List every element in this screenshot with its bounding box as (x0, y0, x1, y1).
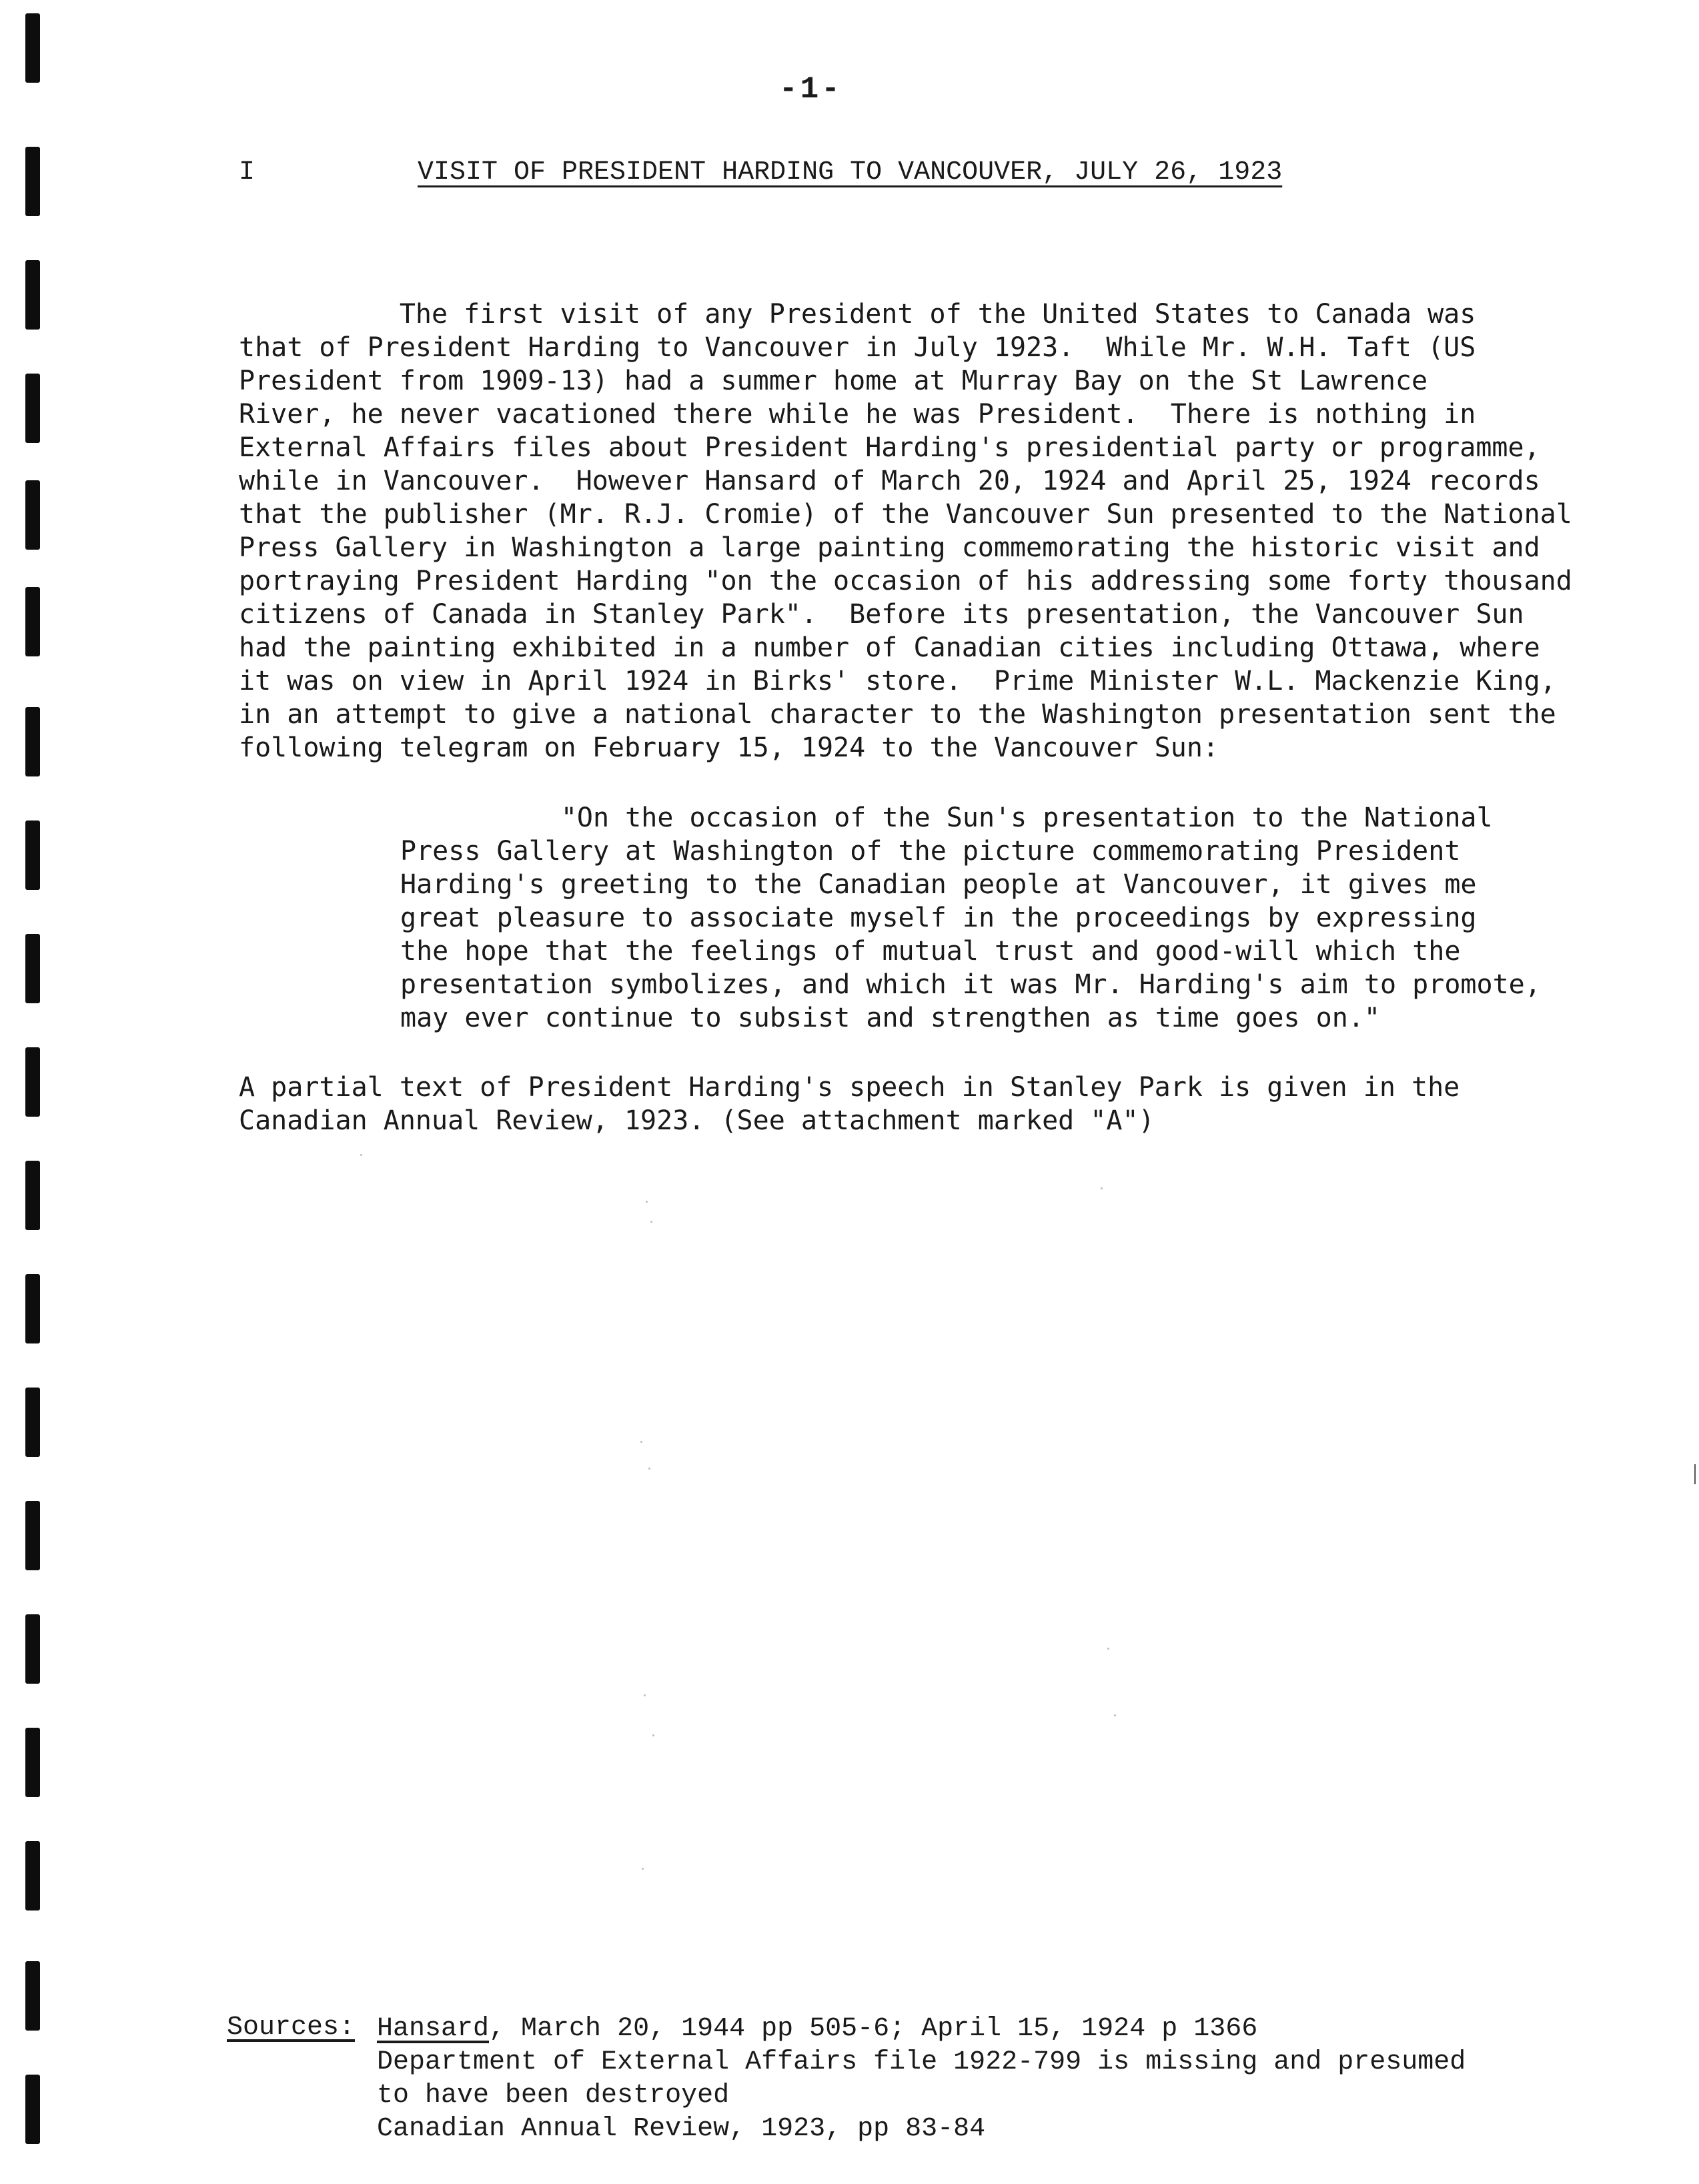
paragraph-intro: The first visit of any President of the United States to Canada was that of President Harding to Vancouver in July 1923. While Mr. W.H. Taft (US President from 1909-13) had a summer home at Murray Bay on the St Lawrence River, he never vacationed there while he was President. There is nothing in External Affairs files about President Harding's presidential party or programme, while in Vancouver. However Hansard of March 20, 1924 and April 25, 1924 records that the publisher (Mr. R.J. Cromie) of the Vancouver Sun presented to the National Press Gallery in Washington a large painting commemorating the historic visit and portraying President Harding "on the occasion of his addressing some forty thousand citizens of Canada in Stanley Park". Before its presentation, the Vancouver Sun had the painting exhibited in a number of Canadian cities including Ottawa, where it was on view in April 1924 in Birks' store. Prime Minister W.L. Mackenzie King, in an attempt to give a national character to the Washington presentation sent the following telegram on February 15, 1924 to the Vancouver Sun: (239, 299, 1572, 763)
binding-hole-mark (25, 13, 40, 83)
scan-speck (646, 1201, 648, 1203)
binding-hole-mark (25, 934, 40, 1003)
source-hansard: Hansard (377, 2014, 490, 2044)
scan-speck (644, 1694, 646, 1696)
binding-hole-mark (25, 1841, 40, 1910)
binding-hole-mark (25, 1614, 40, 1684)
scan-speck (360, 1154, 362, 1156)
page-number: -1- (779, 72, 842, 107)
scan-speck (648, 1468, 650, 1470)
telegram-quote: "On the occasion of the Sun's presentation to the National Press Gallery at Washington of the picture commemorating President Harding's greeting to the Canadian people at Vancouver, it gives me great pleasure to associate myself in the proceedings by expressing the hope that the feelings of mutual trust and good-will which the presentation symbolizes, and which it was Mr. Harding's aim to promote, may ever continue to subsist and strengthen as time goes on." (400, 802, 1541, 1033)
binding-hole-mark (25, 587, 40, 656)
scan-speck (650, 1221, 652, 1223)
binding-hole-mark (25, 1728, 40, 1797)
binding-hole-mark (25, 1274, 40, 1343)
binding-hole-mark (25, 1388, 40, 1457)
source-annual-review: Canadian Annual Review, 1923, pp 83-84 (377, 2114, 986, 2144)
paragraph-speech-reference: A partial text of President Harding's speech in Stanley Park is given in the Canadian Annual Review, 1923. (See attachment marked "A") (239, 1072, 1460, 1136)
binding-hole-mark (25, 480, 40, 550)
binding-hole-mark (25, 147, 40, 216)
sources-list (377, 2013, 1466, 2146)
document-title: VISIT OF PRESIDENT HARDING TO VANCOUVER, JULY 26, 1923 (418, 157, 1283, 187)
binding-hole-mark (25, 1961, 40, 2031)
scan-speck (1114, 1714, 1116, 1716)
binding-hole-mark (25, 707, 40, 776)
source-external-affairs: Department of External Affairs file 1922-799 is missing and presumed to have been destroyed (377, 2047, 1466, 2111)
scan-speck (1101, 1187, 1103, 1189)
page-edge-mark (1694, 1464, 1696, 1484)
scan-speck (652, 1734, 654, 1736)
binding-hole-mark (25, 1047, 40, 1117)
scan-speck (1107, 1648, 1109, 1650)
binding-hole-mark (25, 374, 40, 443)
sources-label: Sources: (227, 2013, 356, 2043)
binding-hole-marks (25, 0, 40, 2184)
binding-hole-mark (25, 821, 40, 890)
binding-hole-mark (25, 2075, 40, 2144)
binding-hole-mark (25, 260, 40, 330)
section-numeral: I (239, 157, 255, 187)
binding-hole-mark (25, 1161, 40, 1230)
source-hansard-detail: , March 20, 1944 pp 505-6; April 15, 1924 p 1366 (489, 2014, 1258, 2044)
scan-speck (640, 1441, 642, 1443)
binding-hole-mark (25, 1501, 40, 1570)
scan-speck (642, 1868, 644, 1870)
